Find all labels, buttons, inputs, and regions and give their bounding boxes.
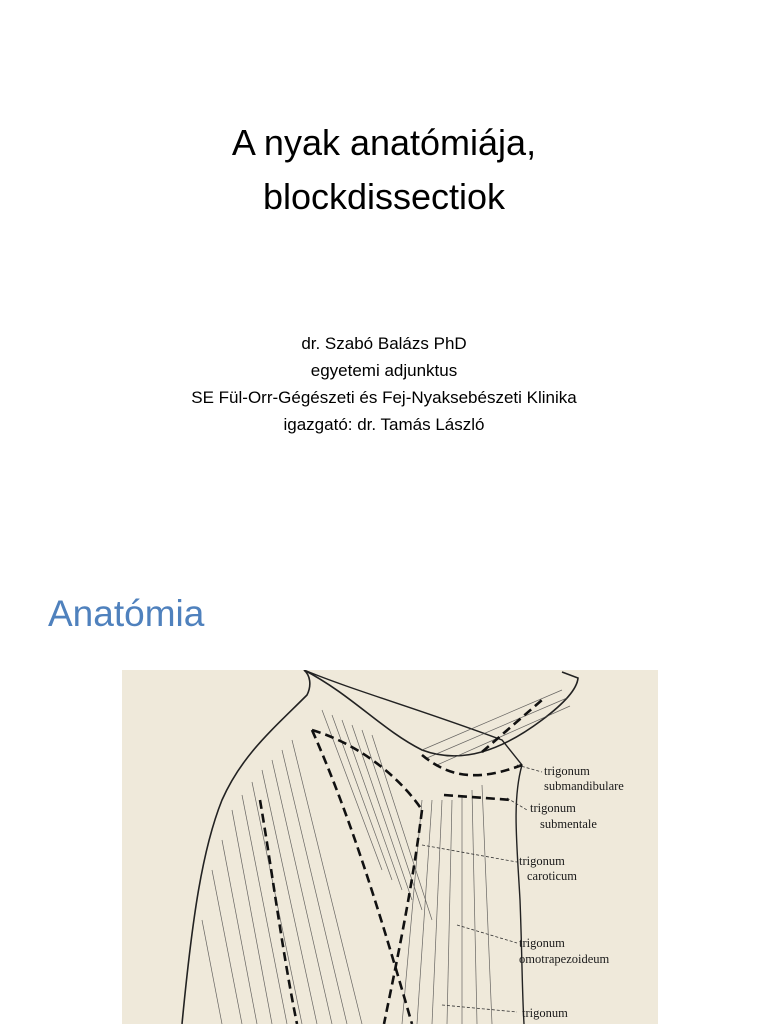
label-omotrapezoideum-1: trigonum [519,936,565,950]
author-block [0,330,768,438]
slide-title [0,116,768,224]
neck-anatomy-illustration [122,670,658,1024]
label-submentale-2: submentale [540,817,597,831]
label-caroticum-2: caroticum [527,869,577,883]
label-omotrapezoideum-2: omotrapezoideum [519,952,610,966]
label-trigonum-5: trigonum [522,1006,568,1020]
neck-drawing [122,670,658,1024]
label-caroticum-1: trigonum [519,854,565,868]
author-name: dr. Szabó Balázs PhD [301,334,467,353]
author-director: igazgató: dr. Tamás László [283,415,485,434]
label-submandibulare-1: trigonum [544,764,590,778]
title-line-2: blockdissectiok [262,176,506,217]
author-affiliation: SE Fül-Orr-Gégészeti és Fej-Nyaksebészeti Klinika [191,388,577,407]
label-submentale-1: trigonum [530,801,576,815]
title-line-1: A nyak anatómiája, [231,122,537,163]
label-submandibulare-2: submandibulare [544,779,624,793]
author-position: egyetemi adjunktus [310,361,458,380]
section-heading: Anatómia [48,593,205,634]
anatomy-slide [0,560,768,1024]
